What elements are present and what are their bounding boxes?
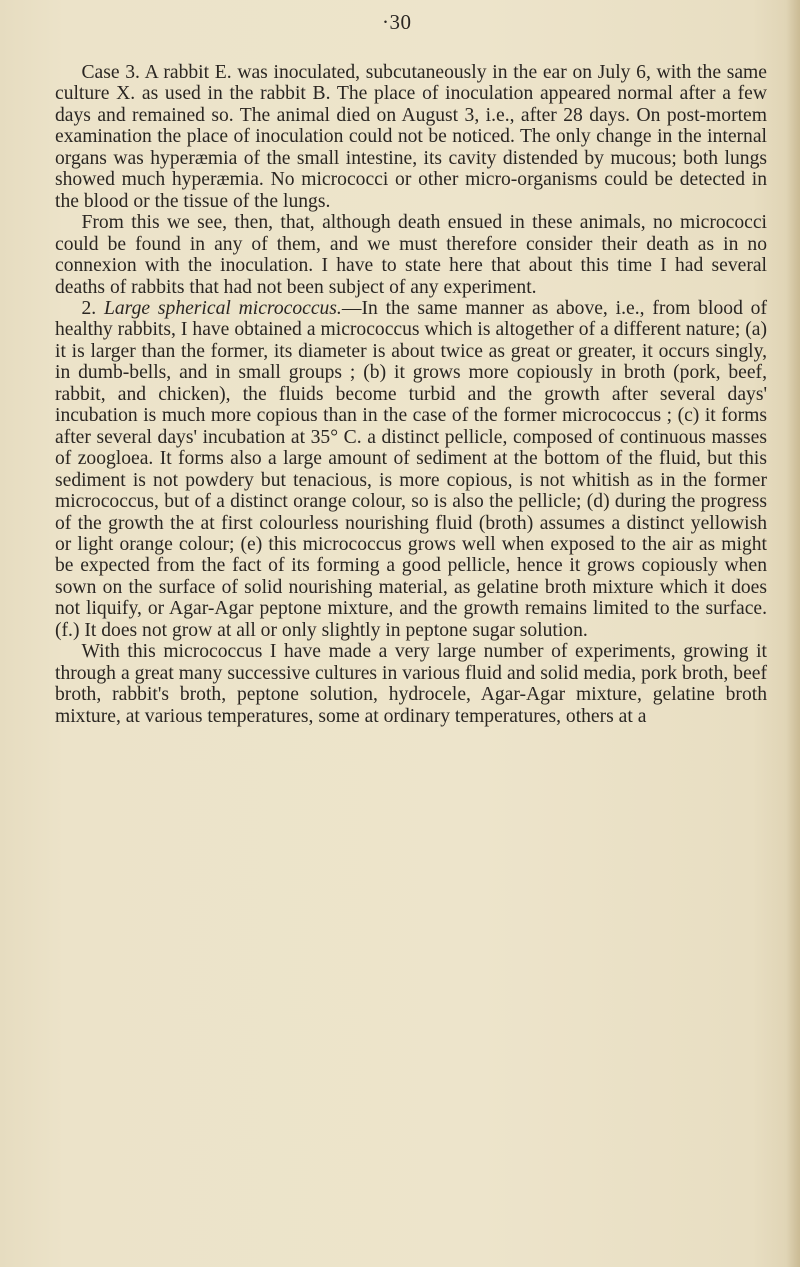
page-number: ·30 — [382, 10, 412, 34]
paragraph-experiments: With this micrococcus I have made a very large number of experiments, growing it through a great many successive cultures in various fluid and solid media, pork broth, beef broth, rabbit's broth, peptone solution, hydrocele, Agar-Agar mixture, gelatine broth mixture, at various temperatures, some at ordinary temperatures, others at a — [55, 641, 767, 727]
section-heading: Large spherical micrococcus. — [103, 297, 342, 319]
paragraph-large-spherical-micrococcus — [55, 298, 767, 641]
page-edge-shadow — [786, 0, 800, 1267]
section-number: 2. — [81, 297, 104, 319]
body-text — [55, 62, 767, 727]
section-text: —In the same manner as above, i.e., from blood of healthy rabbits, I have obtained a micrococcus which is altogether of a different nature; (a) it is larger than the former, its diameter is about twice as great or greater, it occurs singly, in dumb-bells, and in small groups ; (b) it grows more copiously in broth (pork, beef, rabbit, and chicken), the fluids become turbid and the growth after several days' incubation is much more copious than in the case of the former micrococcus ; (c) it forms after several days' incubation at 35° C. a distinct pellicle, composed of continuous masses of zoogloea. It forms also a large amount of sediment at the bottom of the fluid, but this sediment is not powdery but tenacious, is more copious, is not whitish as in the former micrococcus, but of a distinct orange colour, so is also the pellicle; (d) during the progress of the growth the at first colourless nourishing fluid (broth) assumes a distinct yellowish or light orange colour; (e) this micrococcus grows well when exposed to the air as might be expected from the fact of its forming a good pellicle, hence it grows copiously when sown on the surface of solid nourishing material, as gelatine broth mixture which it does not liquify, or Agar-Agar peptone mixture, and the growth remains limited to the surface. (f.) It does not grow at all or only slightly in peptone sugar solution. — [55, 297, 768, 641]
paragraph-case-3: Case 3. A rabbit E. was inoculated, subcutaneously in the ear on July 6, with the same culture X. as used in the rabbit B. The place of inoculation appeared normal after a few days and remained so. The animal died on August 3, i.e., after 28 days. On post-mortem examination the place of inoculation could not be noticed. The only change in the internal organs was hyperæmia of the small intestine, its cavity distended by mucous; both lungs showed much hyperæmia. No micrococci or other micro-organisms could be detected in the blood or the tissue of the lungs. — [55, 62, 767, 212]
paragraph-conclusion: From this we see, then, that, although death ensued in these animals, no micrococci could be found in any of them, and we must therefore consider their death as in no connexion with the inoculation. I have to state here that about this time I had several deaths of rabbits that had not been subject of any experiment. — [55, 212, 767, 298]
